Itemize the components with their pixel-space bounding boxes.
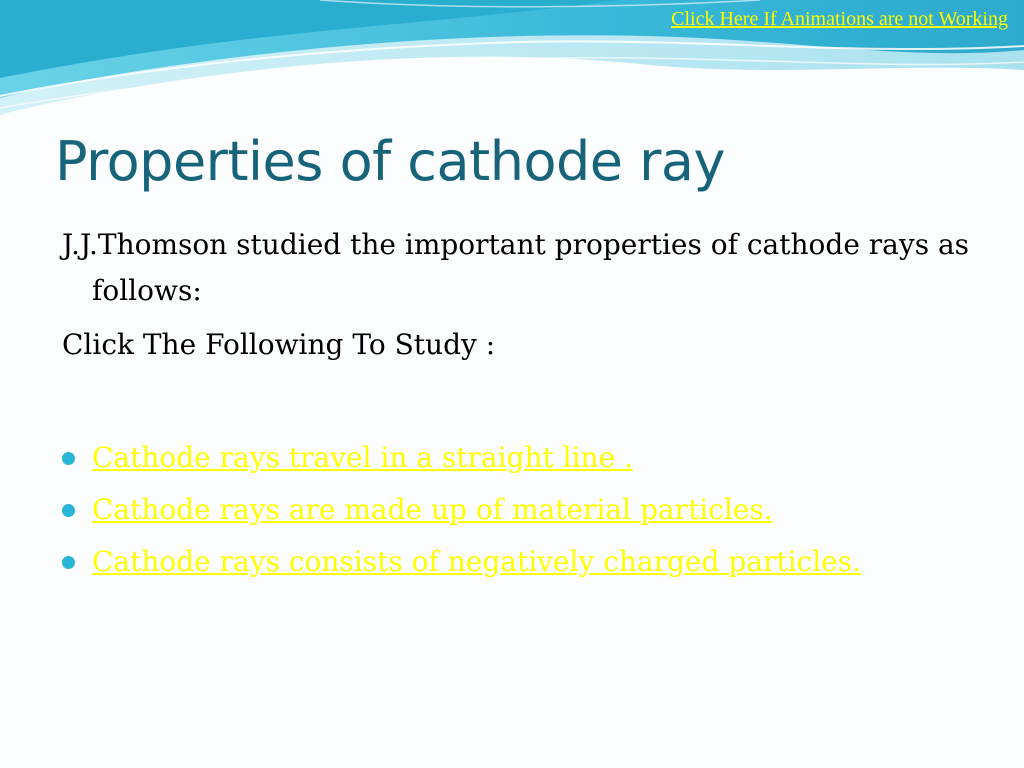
intro-text: J.J.Thomson studied the important properties of cathode rays as follows: xyxy=(62,228,970,307)
bullet-icon xyxy=(62,556,75,569)
bullet-icon xyxy=(62,504,75,517)
negative-charge-topic-link[interactable]: Cathode rays consists of negatively charged particles. xyxy=(92,545,862,578)
topic-list-item xyxy=(62,432,992,484)
slide-title: Properties of cathode ray xyxy=(55,130,725,193)
material-particles-topic-link[interactable]: Cathode rays are made up of material particles. xyxy=(92,493,773,526)
topic-link-list xyxy=(62,432,992,588)
straight-line-topic-link[interactable]: Cathode rays travel in a straight line . xyxy=(92,441,633,474)
topic-list-item xyxy=(62,484,992,536)
animations-help-link[interactable]: Click Here If Animations are not Working xyxy=(671,8,1008,30)
bullet-icon xyxy=(62,452,75,465)
instruction-text: Click The Following To Study : xyxy=(62,328,496,361)
slide-body xyxy=(62,222,992,588)
topic-list-item xyxy=(62,536,992,588)
